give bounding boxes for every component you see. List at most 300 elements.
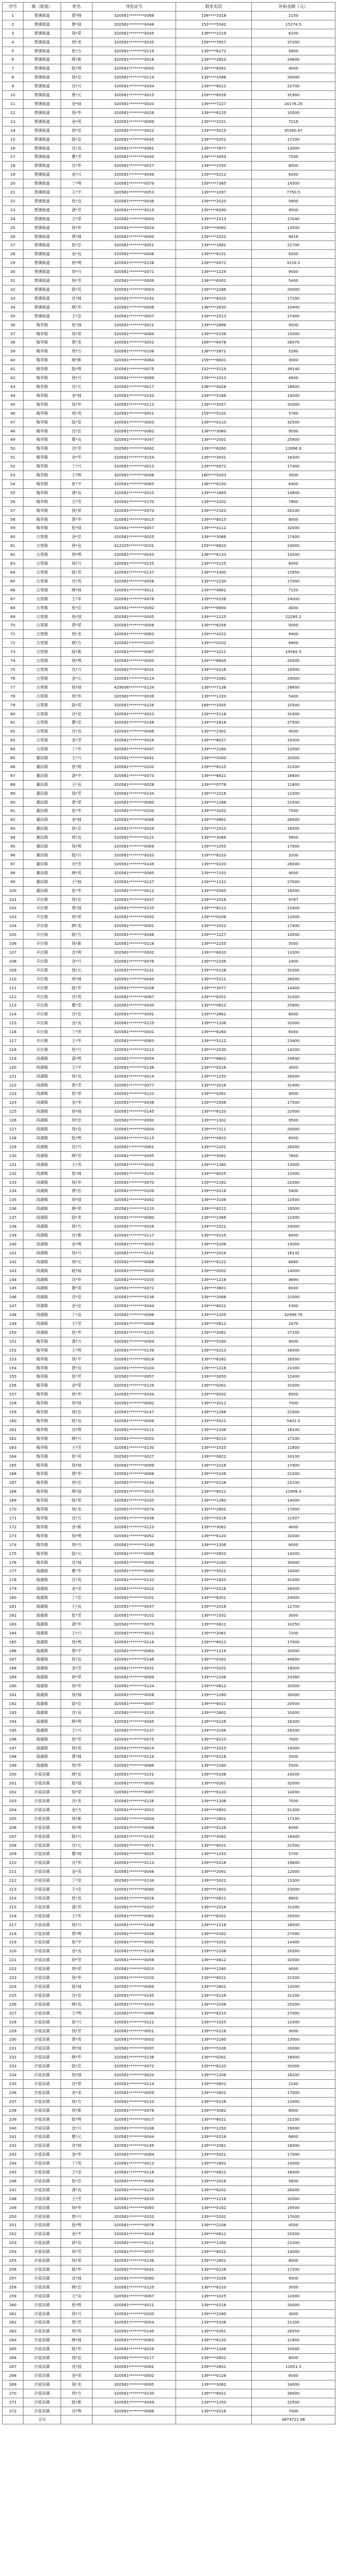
cell-id: 320581********0044 [92, 1302, 176, 1311]
cell-amount: 10400 [252, 303, 335, 312]
cell-town: 古里镇 [24, 736, 61, 745]
cell-amount: 16500 [252, 1355, 335, 1364]
cell-phone: 139****2030 [176, 1045, 252, 1054]
table-row [3, 1178, 335, 1187]
cell-town: 古里镇 [24, 559, 61, 568]
cell-seq: 218 [3, 1929, 24, 1938]
cell-amount: 18200 [252, 2071, 335, 2080]
cell-id: 320581********0130 [92, 1443, 176, 1452]
table-row [3, 2221, 335, 2230]
cell-town: 碧溪街道 [24, 153, 61, 162]
cell-name: 顾*明 [61, 1717, 92, 1726]
cell-name: 黄*妹 [61, 1753, 92, 1761]
cell-seq: 110 [3, 975, 24, 983]
cell-phone: 139****2231 [176, 117, 252, 126]
cell-town: 海虞镇 [24, 1629, 61, 1638]
cell-seq: 251 [3, 2221, 24, 2230]
cell-name: 钱*兴 [61, 2309, 92, 2318]
cell-amount: 7750.5 [252, 188, 335, 197]
cell-phone: 139****5166 [176, 391, 252, 400]
cell-name: 丁*良 [61, 1311, 92, 1320]
cell-phone: 139****6261 [176, 64, 252, 73]
cell-phone: 139****6120 [176, 2062, 252, 2071]
cell-name: 金*兴 [61, 957, 92, 966]
cell-name: 黄*龙 [61, 338, 92, 347]
table-row [3, 1090, 335, 1098]
cell-amount: 32000 [252, 400, 335, 409]
cell-name: 钱*兴 [61, 374, 92, 383]
cell-town: 沙家浜镇 [24, 1796, 61, 1805]
cell-town: 沙家浜镇 [24, 1885, 61, 1894]
cell-amount: 4000 [252, 727, 335, 736]
cell-seq: 257 [3, 2274, 24, 2283]
cell-phone: 139****6201 [176, 1594, 252, 1602]
table-row [3, 418, 335, 427]
cell-id: 320581********0013 [92, 462, 176, 471]
cell-town: 尚湖镇 [24, 1302, 61, 1311]
cell-name: 王*明 [61, 2009, 92, 2018]
cell-name: 陆*龙 [61, 1213, 92, 1222]
cell-phone: 139****5118 [176, 709, 252, 718]
table-row [3, 153, 335, 162]
cell-phone: 139****1669 [176, 488, 252, 497]
cell-town: 沙家浜镇 [24, 2362, 61, 2371]
table-row [3, 1974, 335, 1983]
cell-name: 张*明 [61, 762, 92, 771]
cell-town: 沙家浜镇 [24, 2079, 61, 2088]
cell-seq: 63 [3, 559, 24, 568]
cell-name: 龚*平 [61, 771, 92, 780]
cell-name: 王*芳 [61, 497, 92, 506]
table-row [3, 1638, 335, 1646]
cell-name: 王*平 [61, 1063, 92, 1072]
cell-phone: 139****2106 [176, 957, 252, 966]
cell-id: 320581********0128 [92, 259, 176, 268]
cell-phone: 139****7103 [176, 868, 252, 877]
table-row [3, 1726, 335, 1735]
cell-name: 陆*良 [61, 1417, 92, 1426]
total-id [92, 2415, 176, 2424]
cell-name: 顾*方 [61, 639, 92, 648]
cell-amount: 28000 [252, 2389, 335, 2398]
cell-town: 古里镇 [24, 745, 61, 754]
table-row [3, 1576, 335, 1585]
cell-phone: 139****1250 [176, 2398, 252, 2407]
cell-name: 张*国 [61, 320, 92, 329]
cell-id: 320581********0039 [92, 692, 176, 701]
cell-id: 320581********0027 [92, 2115, 176, 2124]
cell-phone: 139****2601 [176, 2257, 252, 2265]
cell-name: 陆*妹 [61, 1983, 92, 1991]
table-row [3, 568, 335, 577]
table-row [3, 2062, 335, 2071]
cell-seq: 157 [3, 1390, 24, 1399]
cell-phone: 139****1260 [176, 1691, 252, 1700]
cell-name: 金*华 [61, 1098, 92, 1107]
cell-phone: 139****6210 [176, 2009, 252, 2018]
cell-seq: 61 [3, 542, 24, 551]
cell-seq: 235 [3, 2079, 24, 2088]
cell-phone: 139****3822 [176, 55, 252, 64]
table-row [3, 1585, 335, 1594]
cell-amount: 6000 [252, 1284, 335, 1293]
cell-seq: 250 [3, 2212, 24, 2221]
cell-name: 顾*华 [61, 303, 92, 312]
table-row [3, 1028, 335, 1037]
cell-town: 沙家浜镇 [24, 2027, 61, 2035]
cell-name: 陆*明 [61, 64, 92, 73]
cell-town: 沙家浜镇 [24, 2194, 61, 2203]
cell-amount: 5000 [252, 940, 335, 948]
cell-name: 龚*明 [61, 1054, 92, 1063]
cell-seq: 151 [3, 1337, 24, 1346]
cell-amount: 26000 [252, 1142, 335, 1151]
cell-name: 金*平 [61, 2230, 92, 2239]
cell-seq: 168 [3, 1487, 24, 1496]
cell-seq: 172 [3, 1522, 24, 1531]
cell-amount: 17200 [252, 294, 335, 303]
table-row [3, 709, 335, 718]
cell-id: 320581********0088 [92, 1257, 176, 1266]
cell-name: 钱*荣 [61, 506, 92, 515]
cell-phone: 139****2061 [176, 1868, 252, 1876]
cell-phone: 159****6620 [176, 542, 252, 551]
cell-town: 沙家浜镇 [24, 2177, 61, 2185]
cell-amount: 8000 [252, 2106, 335, 2115]
cell-town: 沙家浜镇 [24, 1956, 61, 1965]
cell-id: 320581********0108 [92, 983, 176, 992]
table-row [3, 303, 335, 312]
cell-amount: 13400 [252, 2097, 335, 2106]
cell-id: 320581********0036 [92, 1514, 176, 1522]
subsidy-table [2, 2, 335, 2424]
cell-seq: 16 [3, 144, 24, 153]
cell-phone: 139****0220 [176, 860, 252, 868]
cell-amount: 32000 [252, 1779, 335, 1788]
cell-id: 320581********0050 [92, 1434, 176, 1443]
cell-name: 钱*妹 [61, 683, 92, 692]
table-row [3, 1620, 335, 1629]
table-row [3, 1700, 335, 1709]
cell-name: 周*妹 [61, 1399, 92, 1408]
table-row [3, 2300, 335, 2309]
cell-name: 龚*芳 [61, 1903, 92, 1911]
cell-town: 沙家浜镇 [24, 1876, 61, 1885]
cell-seq: 59 [3, 524, 24, 533]
table-row [3, 754, 335, 763]
cell-id: 320581********0057 [92, 1372, 176, 1381]
cell-amount: 14800 [252, 488, 335, 497]
cell-name: 周*荣 [61, 913, 92, 922]
cell-id: 320581********0062 [92, 1911, 176, 1920]
table-row [3, 1134, 335, 1143]
table-row [3, 621, 335, 630]
cell-amount: 13300 [252, 948, 335, 957]
cell-name: 周*英 [61, 2327, 92, 2336]
cell-name: 陆*华 [61, 2345, 92, 2354]
cell-town: 尚湖镇 [24, 1107, 61, 1116]
cell-amount: 32000 [252, 2062, 335, 2071]
cell-amount: 17400 [252, 462, 335, 471]
cell-town: 海虞镇 [24, 1664, 61, 1673]
cell-town: 尚湖镇 [24, 1125, 61, 1134]
cell-town: 梅李镇 [24, 391, 61, 400]
cell-id: 320581********0034 [92, 82, 176, 91]
cell-seq: 5 [3, 47, 24, 55]
cell-phone: 139****6021 [176, 2248, 252, 2257]
cell-amount: 32000 [252, 1646, 335, 1655]
cell-id: 320581********0072 [92, 2062, 176, 2071]
cell-amount: 14000 [252, 1788, 335, 1797]
cell-amount: 27500 [252, 718, 335, 727]
cell-phone: 139****0216 [176, 2027, 252, 2035]
cell-phone: 139****1216 [176, 1364, 252, 1372]
cell-town: 尚湖镇 [24, 1311, 61, 1320]
cell-amount: 6680 [252, 1257, 335, 1266]
cell-town: 梅李镇 [24, 1399, 61, 1408]
table-row [3, 2354, 335, 2363]
cell-phone: 139****2016 [176, 895, 252, 904]
cell-seq: 119 [3, 1054, 24, 1063]
cell-id: 320581********0096 [92, 1311, 176, 1320]
cell-phone: 139****2160 [176, 745, 252, 754]
cell-seq: 238 [3, 2106, 24, 2115]
cell-seq: 269 [3, 2380, 24, 2389]
table-row [3, 1284, 335, 1293]
cell-amount: 17400 [252, 533, 335, 542]
cell-amount: 9500 [252, 2274, 335, 2283]
cell-id: 320581********0104 [92, 1364, 176, 1372]
cell-id: 320581********0121 [92, 833, 176, 842]
cell-name: 钱*芳 [61, 2027, 92, 2035]
cell-phone: 139****0156 [176, 594, 252, 603]
cell-name: 王*良 [61, 1602, 92, 1611]
cell-name: 钱*芳 [61, 789, 92, 798]
cell-id: 320581********0136 [92, 1293, 176, 1302]
cell-phone: 139****3106 [176, 1196, 252, 1205]
cell-name: 沈*妹 [61, 294, 92, 303]
cell-phone: 139****2160 [176, 1558, 252, 1567]
cell-name: 王*安 [61, 2168, 92, 2177]
cell-phone: 139****5106 [176, 1770, 252, 1779]
cell-town: 古里镇 [24, 621, 61, 630]
table-row [3, 479, 335, 488]
cell-amount: 10250 [252, 1620, 335, 1629]
table-row [3, 1664, 335, 1673]
cell-seq: 142 [3, 1257, 24, 1266]
cell-phone: 139****3062 [176, 2106, 252, 2115]
cell-phone: 139****0126 [176, 2371, 252, 2380]
cell-town: 尚湖镇 [24, 1249, 61, 1257]
cell-town: 碧溪街道 [24, 268, 61, 277]
table-row [3, 232, 335, 241]
cell-amount: 4694 [252, 1275, 335, 1284]
cell-seq: 60 [3, 533, 24, 542]
cell-amount: 12906.4 [252, 1487, 335, 1496]
cell-amount: 17500 [252, 1098, 335, 1107]
cell-amount: 31200 [252, 1991, 335, 2000]
cell-phone: 139****2216 [176, 789, 252, 798]
cell-seq: 205 [3, 1814, 24, 1823]
cell-id: 320581********0045 [92, 29, 176, 38]
cell-town: 古里镇 [24, 683, 61, 692]
cell-phone: 139****6602 [176, 1054, 252, 1063]
cell-town: 辛庄镇 [24, 975, 61, 983]
cell-name: 徐*华 [61, 1390, 92, 1399]
header-id: 身份证号 [92, 3, 176, 12]
table-row [3, 1364, 335, 1372]
cell-name: 沈*华 [61, 1859, 92, 1868]
cell-id: 320581********0146 [92, 1655, 176, 1664]
table-row [3, 851, 335, 860]
cell-seq: 190 [3, 1682, 24, 1691]
table-row [3, 2257, 335, 2265]
cell-town: 沙家浜镇 [24, 1788, 61, 1797]
cell-town: 沙家浜镇 [24, 2150, 61, 2159]
cell-seq: 109 [3, 966, 24, 975]
cell-town: 古里镇 [24, 586, 61, 594]
cell-amount: 7150 [252, 586, 335, 594]
cell-id: 320581********0029 [92, 825, 176, 833]
cell-seq: 202 [3, 1788, 24, 1797]
table-row [3, 1805, 335, 1814]
cell-amount: 17040 [252, 214, 335, 223]
cell-town: 辛庄镇 [24, 1019, 61, 1028]
cell-seq: 163 [3, 1443, 24, 1452]
cell-amount: 19500 [252, 1205, 335, 1213]
cell-name: 钱*兴 [61, 559, 92, 568]
cell-amount: 10500 [252, 665, 335, 674]
table-row [3, 1841, 335, 1850]
cell-name: 徐*良 [61, 542, 92, 551]
cell-id: 320581********0097 [92, 2044, 176, 2053]
cell-id: 320581********0101 [92, 1594, 176, 1602]
cell-town: 碧溪街道 [24, 241, 61, 250]
cell-town: 沙家浜镇 [24, 1965, 61, 1974]
cell-name: 瞿*华 [61, 1567, 92, 1576]
table-row [3, 1682, 335, 1691]
table-row [3, 1549, 335, 1558]
header-amount: 补贴金额（元） [252, 3, 335, 12]
cell-id: 320581********0066 [92, 1761, 176, 1770]
cell-id: 320581********0075 [92, 365, 176, 374]
cell-id: 320581********0100 [92, 807, 176, 816]
table-row [3, 1452, 335, 1461]
cell-phone: 139****0136 [176, 329, 252, 338]
cell-id: 320581********0009 [92, 277, 176, 285]
cell-town: 梅李镇 [24, 497, 61, 506]
cell-seq: 149 [3, 1320, 24, 1329]
cell-phone: 139****0216 [176, 1859, 252, 1868]
cell-name: 周*明 [61, 1823, 92, 1832]
cell-amount: 21000 [252, 1364, 335, 1372]
cell-amount: 4500 [252, 2221, 335, 2230]
cell-town: 尚湖镇 [24, 1054, 61, 1063]
cell-seq: 213 [3, 1885, 24, 1894]
cell-phone: 139****6210 [176, 851, 252, 860]
cell-town: 碧溪街道 [24, 135, 61, 144]
cell-amount: 17200 [252, 135, 335, 144]
cell-id: 320581********0080 [92, 1213, 176, 1222]
cell-seq: 53 [3, 471, 24, 480]
cell-seq: 158 [3, 1399, 24, 1408]
cell-id: 320581********0046 [92, 931, 176, 940]
table-row [3, 515, 335, 524]
cell-seq: 32 [3, 285, 24, 294]
cell-amount: 22285.2 [252, 612, 335, 621]
cell-id: 320581********0074 [92, 506, 176, 515]
cell-name: 钱*明 [61, 842, 92, 851]
table-row [3, 188, 335, 197]
cell-amount: 24000 [252, 542, 335, 551]
cell-phone: 139****6012 [176, 1638, 252, 1646]
cell-seq: 13 [3, 117, 24, 126]
table-row [3, 2133, 335, 2142]
cell-town: 沙家浜镇 [24, 1920, 61, 1929]
cell-phone: 139****0102 [176, 639, 252, 648]
cell-seq: 178 [3, 1576, 24, 1585]
cell-name: 周*龙 [61, 38, 92, 47]
cell-phone: 139****2320 [176, 506, 252, 515]
cell-town: 沙家浜镇 [24, 2380, 61, 2389]
cell-town: 海虞镇 [24, 1682, 61, 1691]
cell-phone: 139****3062 [176, 1522, 252, 1531]
cell-id: 320581********0068 [92, 11, 176, 20]
table-row [3, 2168, 335, 2177]
table-row [3, 727, 335, 736]
cell-id: 320581********0124 [92, 1682, 176, 1691]
cell-id: 320581********0020 [92, 1266, 176, 1275]
cell-town: 碧溪街道 [24, 162, 61, 170]
cell-amount: 4000 [252, 1965, 335, 1974]
cell-seq: 122 [3, 1081, 24, 1090]
table-row [3, 64, 335, 73]
cell-id: 320581********0135 [92, 904, 176, 913]
cell-amount: 14000 [252, 1266, 335, 1275]
cell-town: 梅李镇 [24, 524, 61, 533]
cell-amount: 22500 [252, 2398, 335, 2407]
cell-seq: 177 [3, 1567, 24, 1576]
cell-id: 320581********0010 [92, 488, 176, 497]
table-row [3, 1779, 335, 1788]
cell-phone: 139****2160 [176, 2309, 252, 2318]
cell-town: 梅李镇 [24, 1549, 61, 1558]
table-row [3, 816, 335, 825]
cell-town: 海虞镇 [24, 1594, 61, 1602]
cell-id: 320581********0139 [92, 1346, 176, 1355]
cell-amount: 5800 [252, 197, 335, 205]
cell-amount: 11000 [252, 2018, 335, 2027]
cell-name: 钱*华 [61, 400, 92, 409]
cell-name: 陆*新 [61, 2398, 92, 2407]
cell-town: 董浜镇 [24, 816, 61, 825]
cell-amount: 21200 [252, 2318, 335, 2327]
cell-amount: 10000 [252, 1708, 335, 1717]
cell-id: 320581********0042 [92, 1196, 176, 1205]
cell-amount: 7216 [252, 117, 335, 126]
cell-seq: 56 [3, 497, 24, 506]
table-row [3, 1107, 335, 1116]
cell-amount: 4000 [252, 868, 335, 877]
table-row [3, 1231, 335, 1240]
cell-amount: 17200 [252, 2265, 335, 2274]
cell-amount: 32999.76 [252, 1311, 335, 1320]
cell-seq: 67 [3, 594, 24, 603]
cell-phone: 139****6120 [176, 2336, 252, 2345]
cell-name: 黄*良 [61, 1364, 92, 1372]
cell-seq: 73 [3, 648, 24, 657]
table-row [3, 833, 335, 842]
